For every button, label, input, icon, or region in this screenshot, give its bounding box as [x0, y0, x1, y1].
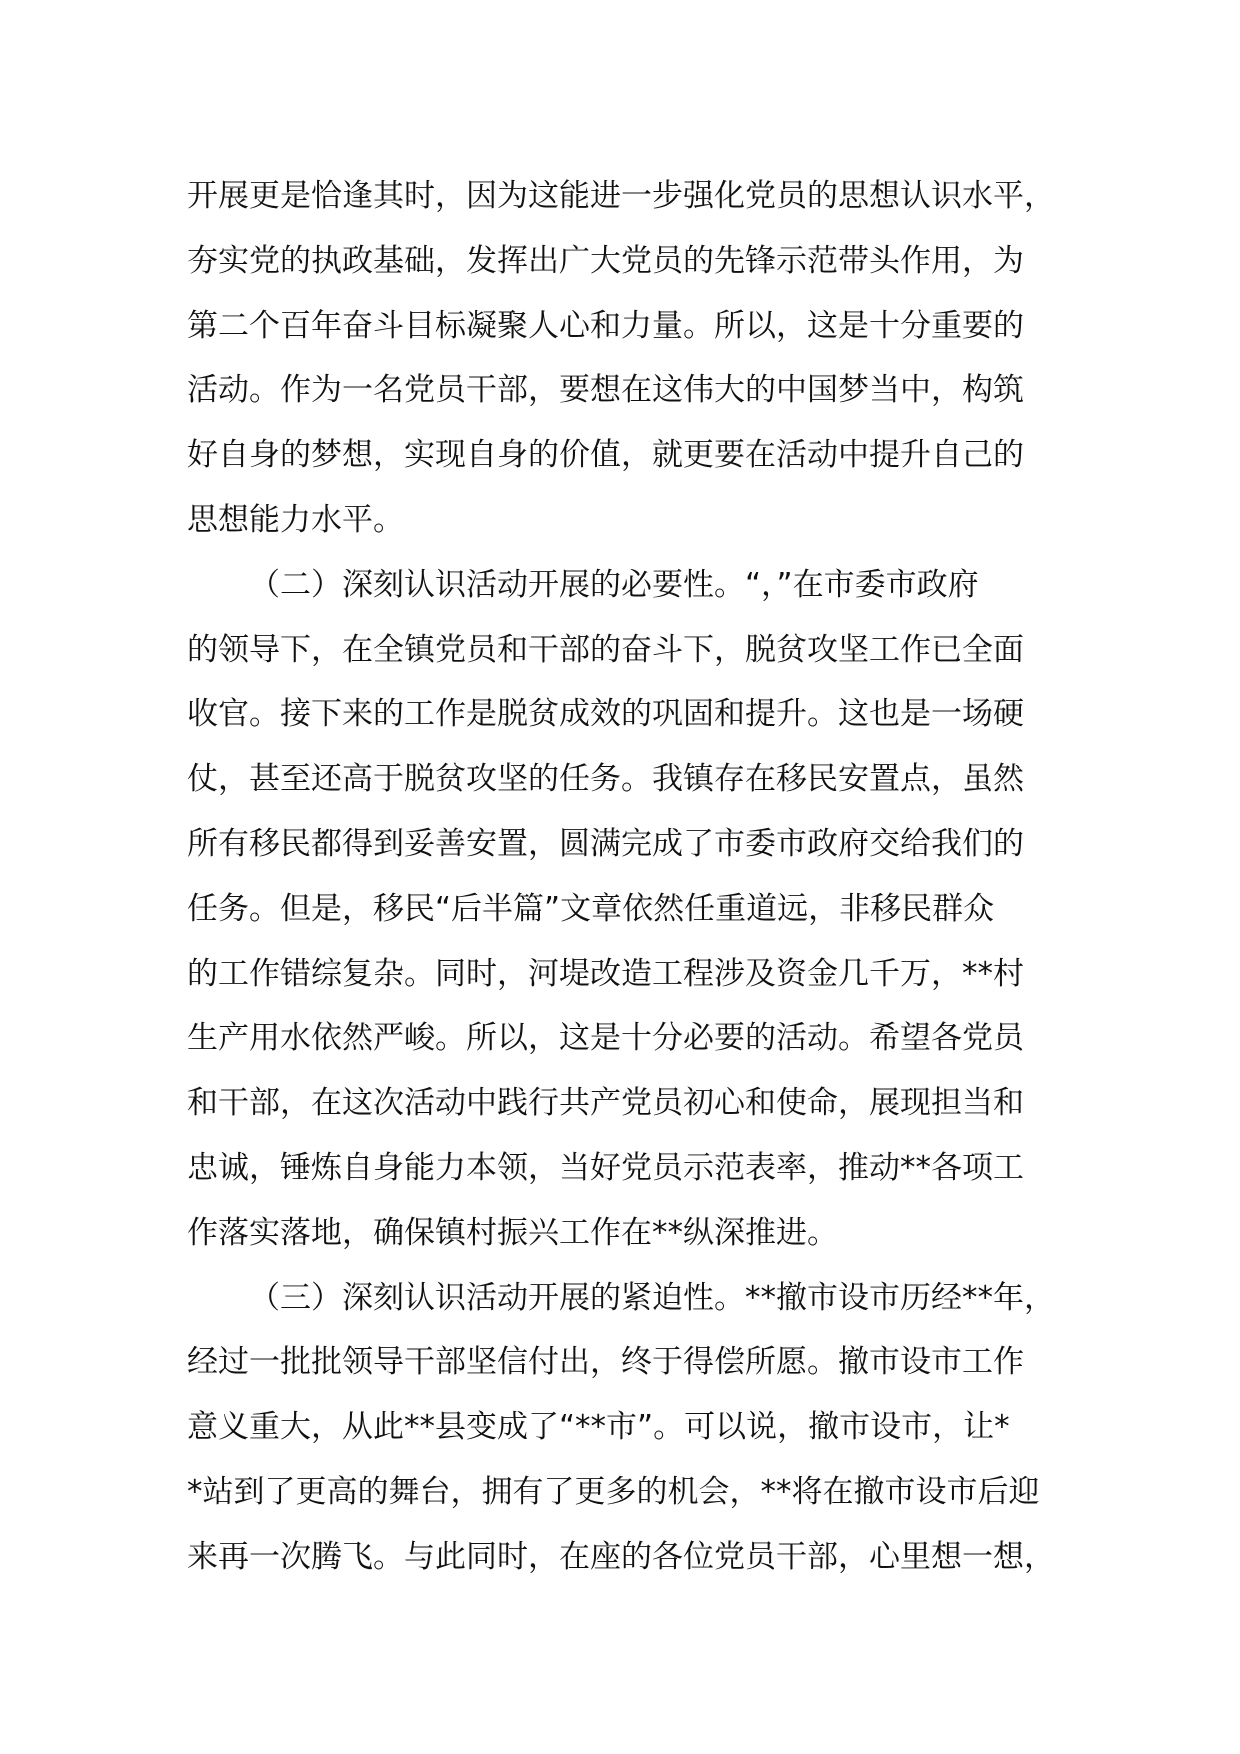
text-line: 任务。但是，移民“后半篇”文章依然任重道远，非移民群众	[187, 890, 995, 927]
text-line: 经过一批批领导干部坚信付出，终于得偿所愿。撤市设市工作	[187, 1344, 1024, 1381]
text-line: 忠诚，锤炼自身能力本领，当好党员示范表率，推动**各项工	[187, 1149, 1024, 1186]
text-line: 思想能力水平。	[187, 501, 404, 538]
text-line: 的工作错综复杂。同时，河堤改造工程涉及资金几千万，**村	[187, 955, 1024, 992]
text-line: 夯实党的执政基础，发挥出广大党员的先锋示范带头作用，为	[187, 242, 1024, 279]
section-heading-line: （二）深刻认识活动开展的必要性。“，”在市委市政府	[249, 566, 979, 603]
text-line: 仗，甚至还高于脱贫攻坚的任务。我镇存在移民安置点，虽然	[187, 761, 1024, 798]
text-line: 所有移民都得到妥善安置，圆满完成了市委市政府交给我们的	[187, 825, 1024, 862]
text-line: 好自身的梦想，实现自身的价值，就更要在活动中提升自己的	[187, 437, 1024, 474]
text-line: 来再一次腾飞。与此同时，在座的各位党员干部，心里想一想，	[187, 1538, 1055, 1575]
text-line: 作落实落地，确保镇村振兴工作在**纵深推进。	[187, 1214, 838, 1251]
text-line: 活动。作为一名党员干部，要想在这伟大的中国梦当中，构筑	[187, 372, 1024, 409]
text-line: 生产用水依然严峻。所以，这是十分必要的活动。希望各党员	[187, 1020, 1024, 1057]
text-line: 第二个百年奋斗目标凝聚人心和力量。所以，这是十分重要的	[187, 307, 1024, 344]
body-text	[187, 164, 1067, 1590]
text-line: *站到了更高的舞台，拥有了更多的机会，**将在撤市设市后迎	[187, 1473, 1040, 1510]
text-line: 和干部，在这次活动中践行共产党员初心和使命，展现担当和	[187, 1085, 1024, 1122]
text-line: 开展更是恰逢其时，因为这能进一步强化党员的思想认识水平，	[187, 178, 1055, 214]
text-line: 意义重大，从此**县变成了“**市”。可以说，撤市设市，让*	[187, 1409, 1010, 1446]
text-line: 收官。接下来的工作是脱贫成效的巩固和提升。这也是一场硬	[187, 696, 1024, 733]
section-heading-line: （三）深刻认识活动开展的紧迫性。**撤市设市历经**年，	[249, 1279, 1055, 1316]
text-line: 的领导下，在全镇党员和干部的奋斗下，脱贫攻坚工作已全面	[187, 631, 1024, 668]
